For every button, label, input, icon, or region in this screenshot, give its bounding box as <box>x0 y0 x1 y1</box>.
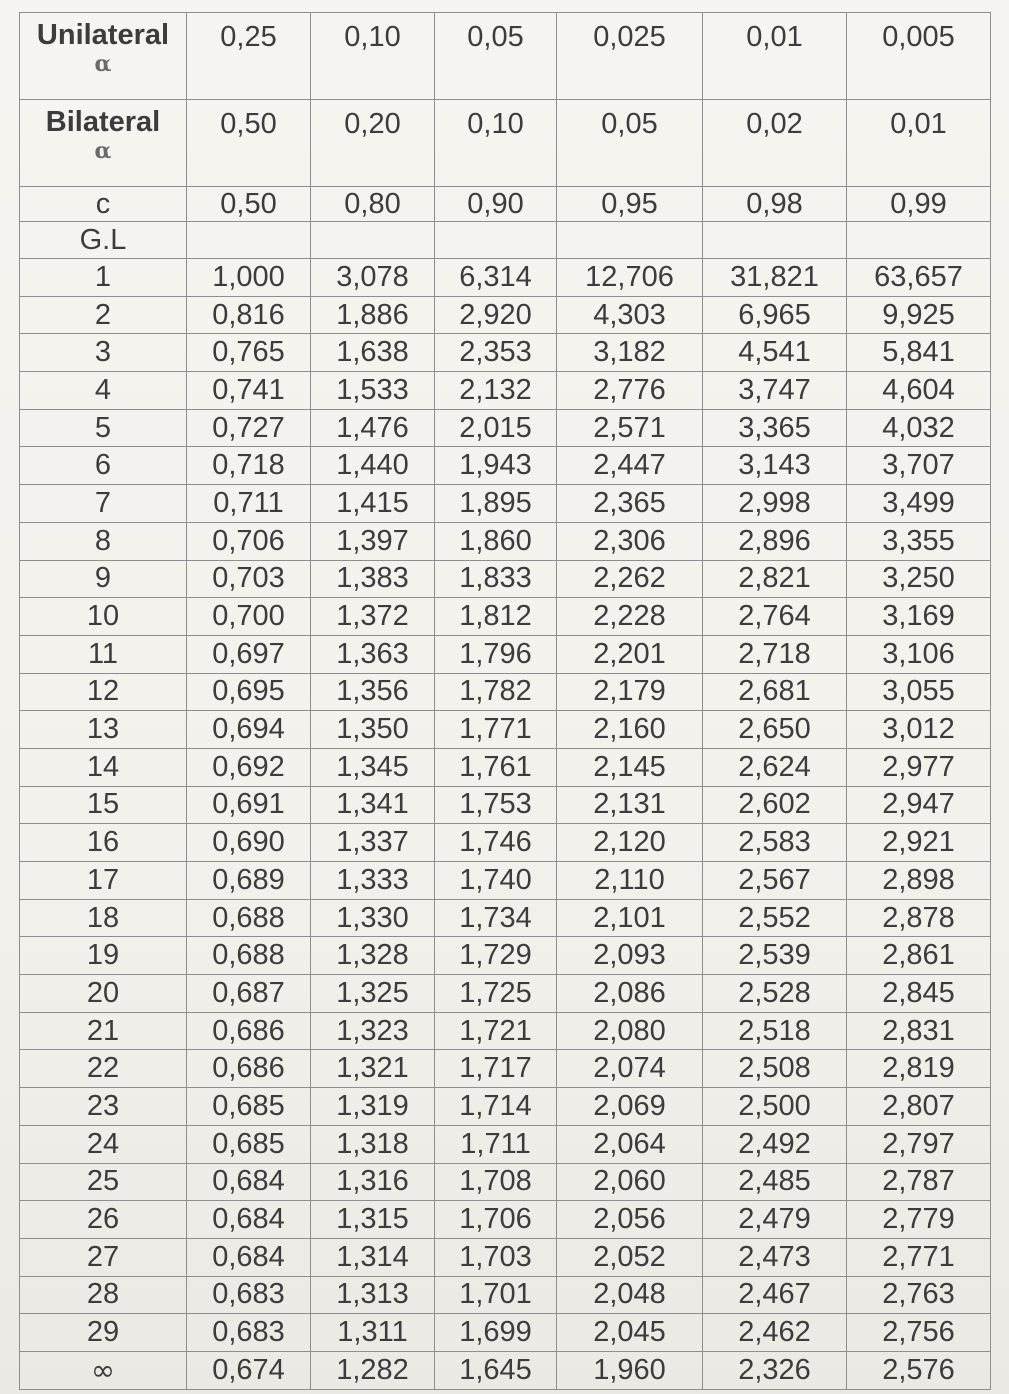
critical-value-cell: 2,228 <box>557 598 703 636</box>
alpha-value-cell: 0,50 <box>187 100 311 187</box>
degrees-of-freedom-cell: 21 <box>20 1012 187 1050</box>
critical-value-cell: 1,000 <box>187 259 311 297</box>
header-label-cell <box>20 13 187 100</box>
critical-value-cell: 0,686 <box>187 1050 311 1088</box>
critical-value-cell: 2,473 <box>703 1238 847 1276</box>
critical-value-cell: 2,508 <box>703 1050 847 1088</box>
critical-value-cell: 2,060 <box>557 1163 703 1201</box>
critical-value-cell: 6,314 <box>435 259 557 297</box>
critical-value-cell: 0,684 <box>187 1163 311 1201</box>
empty-cell <box>311 222 435 259</box>
critical-value-cell: 2,179 <box>557 673 703 711</box>
table-row <box>20 975 991 1013</box>
critical-value-cell: 2,583 <box>703 824 847 862</box>
critical-value-cell: 12,706 <box>557 259 703 297</box>
critical-value-cell: 0,684 <box>187 1201 311 1239</box>
table-row <box>20 1201 991 1239</box>
critical-value-cell: 1,476 <box>311 409 435 447</box>
critical-value-cell: 1,734 <box>435 899 557 937</box>
critical-value-cell: 2,602 <box>703 786 847 824</box>
critical-value-cell: 0,690 <box>187 824 311 862</box>
critical-value-cell: 3,106 <box>847 635 991 673</box>
critical-value-cell: 6,965 <box>703 296 847 334</box>
critical-value-cell: 0,691 <box>187 786 311 824</box>
critical-value-cell: 1,812 <box>435 598 557 636</box>
critical-value-cell: 2,576 <box>847 1351 991 1389</box>
degrees-of-freedom-cell: 24 <box>20 1125 187 1163</box>
critical-value-cell: 2,763 <box>847 1276 991 1314</box>
critical-value-cell: 0,727 <box>187 409 311 447</box>
critical-value-cell: 0,689 <box>187 862 311 900</box>
critical-value-cell: 1,397 <box>311 522 435 560</box>
degrees-of-freedom-cell: 4 <box>20 372 187 410</box>
alpha-value-cell: 0,05 <box>557 100 703 187</box>
critical-value-cell: 0,700 <box>187 598 311 636</box>
critical-value-cell: 2,201 <box>557 635 703 673</box>
table-row <box>20 560 991 598</box>
critical-value-cell: 3,747 <box>703 372 847 410</box>
degrees-of-freedom-cell: 8 <box>20 522 187 560</box>
critical-value-cell: 1,761 <box>435 748 557 786</box>
critical-value-cell: 0,692 <box>187 748 311 786</box>
critical-value-cell: 1,860 <box>435 522 557 560</box>
critical-value-cell: 1,725 <box>435 975 557 1013</box>
critical-value-cell: 0,683 <box>187 1276 311 1314</box>
critical-value-cell: 2,365 <box>557 485 703 523</box>
table-row <box>20 409 991 447</box>
header-row-bilateral <box>20 100 991 187</box>
critical-value-cell: 1,706 <box>435 1201 557 1239</box>
critical-value-cell: 4,541 <box>703 334 847 372</box>
table-row <box>20 1050 991 1088</box>
critical-value-cell: 2,064 <box>557 1125 703 1163</box>
table-row <box>20 711 991 749</box>
critical-value-cell: 2,492 <box>703 1125 847 1163</box>
critical-value-cell: 2,920 <box>435 296 557 334</box>
critical-value-cell: 2,650 <box>703 711 847 749</box>
degrees-of-freedom-cell: 9 <box>20 560 187 598</box>
degrees-of-freedom-cell: 7 <box>20 485 187 523</box>
confidence-row <box>20 187 991 222</box>
degrees-of-freedom-cell: 22 <box>20 1050 187 1088</box>
critical-value-cell: 2,797 <box>847 1125 991 1163</box>
critical-value-cell: 0,697 <box>187 635 311 673</box>
degrees-of-freedom-cell: 5 <box>20 409 187 447</box>
table-body <box>20 13 991 1390</box>
header-label: Bilateral <box>45 106 161 138</box>
critical-value-cell: 2,045 <box>557 1314 703 1352</box>
critical-value-cell: 0,816 <box>187 296 311 334</box>
critical-value-cell: 2,878 <box>847 899 991 937</box>
degrees-of-freedom-cell: 25 <box>20 1163 187 1201</box>
critical-value-cell: 1,316 <box>311 1163 435 1201</box>
degrees-of-freedom-cell: 14 <box>20 748 187 786</box>
critical-value-cell: 2,831 <box>847 1012 991 1050</box>
critical-value-cell: 2,947 <box>847 786 991 824</box>
degrees-of-freedom-label: G.L <box>20 222 187 259</box>
critical-value-cell: 1,708 <box>435 1163 557 1201</box>
critical-value-cell: 2,787 <box>847 1163 991 1201</box>
table-row <box>20 937 991 975</box>
critical-value-cell: 3,182 <box>557 334 703 372</box>
critical-value-cell: 63,657 <box>847 259 991 297</box>
critical-value-cell: 1,415 <box>311 485 435 523</box>
critical-value-cell: 1,740 <box>435 862 557 900</box>
critical-value-cell: 2,764 <box>703 598 847 636</box>
critical-value-cell: 1,717 <box>435 1050 557 1088</box>
critical-value-cell: 1,771 <box>435 711 557 749</box>
critical-value-cell: 3,078 <box>311 259 435 297</box>
critical-value-cell: 1,330 <box>311 899 435 937</box>
critical-value-cell: 0,688 <box>187 937 311 975</box>
alpha-symbol: α <box>94 138 112 164</box>
critical-value-cell: 1,372 <box>311 598 435 636</box>
critical-value-cell: 2,528 <box>703 975 847 1013</box>
degrees-of-freedom-cell: 12 <box>20 673 187 711</box>
header-label-cell <box>20 100 187 187</box>
table-row <box>20 748 991 786</box>
critical-value-cell: 0,686 <box>187 1012 311 1050</box>
critical-value-cell: 2,048 <box>557 1276 703 1314</box>
critical-value-cell: 2,756 <box>847 1314 991 1352</box>
critical-value-cell: 1,325 <box>311 975 435 1013</box>
degrees-of-freedom-cell: 18 <box>20 899 187 937</box>
table-row <box>20 1012 991 1050</box>
critical-value-cell: 2,110 <box>557 862 703 900</box>
table-row <box>20 522 991 560</box>
alpha-value-cell: 0,05 <box>435 13 557 100</box>
critical-value-cell: 2,552 <box>703 899 847 937</box>
critical-value-cell: 31,821 <box>703 259 847 297</box>
degrees-of-freedom-cell: 10 <box>20 598 187 636</box>
critical-value-cell: 1,943 <box>435 447 557 485</box>
critical-value-cell: 2,539 <box>703 937 847 975</box>
table-row <box>20 635 991 673</box>
degrees-of-freedom-cell: 26 <box>20 1201 187 1239</box>
critical-value-cell: 1,345 <box>311 748 435 786</box>
confidence-value-cell: 0,99 <box>847 187 991 222</box>
empty-cell <box>557 222 703 259</box>
critical-value-cell: 2,132 <box>435 372 557 410</box>
alpha-value-cell: 0,025 <box>557 13 703 100</box>
critical-value-cell: 2,086 <box>557 975 703 1013</box>
critical-value-cell: 0,711 <box>187 485 311 523</box>
alpha-value-cell: 0,20 <box>311 100 435 187</box>
table-row <box>20 1351 991 1389</box>
critical-value-cell: 0,687 <box>187 975 311 1013</box>
critical-value-cell: 1,701 <box>435 1276 557 1314</box>
degrees-of-freedom-cell: 11 <box>20 635 187 673</box>
critical-value-cell: 3,355 <box>847 522 991 560</box>
critical-value-cell: 2,056 <box>557 1201 703 1239</box>
alpha-value-cell: 0,01 <box>847 100 991 187</box>
critical-value-cell: 1,533 <box>311 372 435 410</box>
critical-value-cell: 2,145 <box>557 748 703 786</box>
critical-value-cell: 2,485 <box>703 1163 847 1201</box>
alpha-value-cell: 0,10 <box>311 13 435 100</box>
empty-cell <box>435 222 557 259</box>
degrees-of-freedom-cell: 16 <box>20 824 187 862</box>
critical-value-cell: 1,282 <box>311 1351 435 1389</box>
table-row <box>20 485 991 523</box>
degrees-of-freedom-cell: 27 <box>20 1238 187 1276</box>
table-row <box>20 862 991 900</box>
alpha-symbol: α <box>94 51 112 77</box>
critical-value-cell: 0,703 <box>187 560 311 598</box>
critical-value-cell: 2,571 <box>557 409 703 447</box>
degrees-of-freedom-cell: 13 <box>20 711 187 749</box>
table-row <box>20 1314 991 1352</box>
degrees-of-freedom-cell: 17 <box>20 862 187 900</box>
critical-value-cell: 2,120 <box>557 824 703 862</box>
degrees-of-freedom-cell: ∞ <box>20 1351 187 1389</box>
degrees-of-freedom-cell: 23 <box>20 1088 187 1126</box>
critical-value-cell: 1,323 <box>311 1012 435 1050</box>
critical-value-cell: 2,845 <box>847 975 991 1013</box>
confidence-value-cell: 0,80 <box>311 187 435 222</box>
critical-value-cell: 0,674 <box>187 1351 311 1389</box>
critical-value-cell: 3,707 <box>847 447 991 485</box>
critical-value-cell: 1,337 <box>311 824 435 862</box>
table-row <box>20 899 991 937</box>
critical-value-cell: 3,055 <box>847 673 991 711</box>
critical-value-cell: 4,303 <box>557 296 703 334</box>
table-row <box>20 259 991 297</box>
alpha-value-cell: 0,25 <box>187 13 311 100</box>
critical-value-cell: 2,467 <box>703 1276 847 1314</box>
critical-value-cell: 2,306 <box>557 522 703 560</box>
critical-value-cell: 3,499 <box>847 485 991 523</box>
critical-value-cell: 1,796 <box>435 635 557 673</box>
table-row <box>20 296 991 334</box>
critical-value-cell: 1,753 <box>435 786 557 824</box>
degrees-of-freedom-cell: 20 <box>20 975 187 1013</box>
table-row <box>20 1238 991 1276</box>
critical-value-cell: 3,250 <box>847 560 991 598</box>
t-distribution-table <box>19 12 991 1390</box>
critical-value-cell: 1,645 <box>435 1351 557 1389</box>
critical-value-cell: 1,341 <box>311 786 435 824</box>
header-row-unilateral <box>20 13 991 100</box>
degrees-of-freedom-cell: 28 <box>20 1276 187 1314</box>
critical-value-cell: 1,313 <box>311 1276 435 1314</box>
critical-value-cell: 4,032 <box>847 409 991 447</box>
degrees-of-freedom-cell: 19 <box>20 937 187 975</box>
degrees-of-freedom-cell: 6 <box>20 447 187 485</box>
critical-value-cell: 2,921 <box>847 824 991 862</box>
critical-value-cell: 1,703 <box>435 1238 557 1276</box>
table-row <box>20 786 991 824</box>
critical-value-cell: 0,765 <box>187 334 311 372</box>
alpha-value-cell: 0,01 <box>703 13 847 100</box>
degrees-of-freedom-cell: 2 <box>20 296 187 334</box>
critical-value-cell: 2,160 <box>557 711 703 749</box>
critical-value-cell: 1,311 <box>311 1314 435 1352</box>
critical-value-cell: 1,350 <box>311 711 435 749</box>
critical-value-cell: 4,604 <box>847 372 991 410</box>
table-row <box>20 673 991 711</box>
empty-cell <box>703 222 847 259</box>
critical-value-cell: 2,015 <box>435 409 557 447</box>
critical-value-cell: 2,977 <box>847 748 991 786</box>
critical-value-cell: 1,363 <box>311 635 435 673</box>
critical-value-cell: 1,383 <box>311 560 435 598</box>
critical-value-cell: 1,886 <box>311 296 435 334</box>
critical-value-cell: 0,718 <box>187 447 311 485</box>
critical-value-cell: 0,695 <box>187 673 311 711</box>
confidence-value-cell: 0,95 <box>557 187 703 222</box>
critical-value-cell: 2,771 <box>847 1238 991 1276</box>
critical-value-cell: 1,638 <box>311 334 435 372</box>
critical-value-cell: 1,895 <box>435 485 557 523</box>
critical-value-cell: 2,998 <box>703 485 847 523</box>
critical-value-cell: 3,012 <box>847 711 991 749</box>
critical-value-cell: 1,721 <box>435 1012 557 1050</box>
critical-value-cell: 1,321 <box>311 1050 435 1088</box>
confidence-value-cell: 0,90 <box>435 187 557 222</box>
critical-value-cell: 0,688 <box>187 899 311 937</box>
critical-value-cell: 1,729 <box>435 937 557 975</box>
critical-value-cell: 2,101 <box>557 899 703 937</box>
critical-value-cell: 1,328 <box>311 937 435 975</box>
critical-value-cell: 0,694 <box>187 711 311 749</box>
table-row <box>20 1088 991 1126</box>
critical-value-cell: 1,960 <box>557 1351 703 1389</box>
confidence-value-cell: 0,98 <box>703 187 847 222</box>
critical-value-cell: 2,624 <box>703 748 847 786</box>
critical-value-cell: 2,718 <box>703 635 847 673</box>
empty-cell <box>187 222 311 259</box>
table-row <box>20 1125 991 1163</box>
degrees-of-freedom-cell: 1 <box>20 259 187 297</box>
critical-value-cell: 1,833 <box>435 560 557 598</box>
critical-value-cell: 0,685 <box>187 1125 311 1163</box>
critical-value-cell: 2,447 <box>557 447 703 485</box>
critical-value-cell: 2,080 <box>557 1012 703 1050</box>
critical-value-cell: 1,356 <box>311 673 435 711</box>
degrees-of-freedom-cell: 15 <box>20 786 187 824</box>
critical-value-cell: 0,683 <box>187 1314 311 1352</box>
critical-value-cell: 2,518 <box>703 1012 847 1050</box>
critical-value-cell: 1,440 <box>311 447 435 485</box>
alpha-value-cell: 0,02 <box>703 100 847 187</box>
critical-value-cell: 1,711 <box>435 1125 557 1163</box>
critical-value-cell: 0,741 <box>187 372 311 410</box>
table-row <box>20 1163 991 1201</box>
critical-value-cell: 2,500 <box>703 1088 847 1126</box>
critical-value-cell: 3,365 <box>703 409 847 447</box>
critical-value-cell: 1,318 <box>311 1125 435 1163</box>
critical-value-cell: 0,706 <box>187 522 311 560</box>
critical-value-cell: 1,319 <box>311 1088 435 1126</box>
critical-value-cell: 2,462 <box>703 1314 847 1352</box>
critical-value-cell: 0,685 <box>187 1088 311 1126</box>
critical-value-cell: 1,699 <box>435 1314 557 1352</box>
alpha-value-cell: 0,10 <box>435 100 557 187</box>
critical-value-cell: 2,131 <box>557 786 703 824</box>
critical-value-cell: 2,896 <box>703 522 847 560</box>
critical-value-cell: 2,819 <box>847 1050 991 1088</box>
critical-value-cell: 2,821 <box>703 560 847 598</box>
critical-value-cell: 2,262 <box>557 560 703 598</box>
critical-value-cell: 0,684 <box>187 1238 311 1276</box>
degrees-of-freedom-cell: 3 <box>20 334 187 372</box>
critical-value-cell: 2,353 <box>435 334 557 372</box>
table-row <box>20 824 991 862</box>
critical-value-cell: 2,074 <box>557 1050 703 1088</box>
degrees-of-freedom-header-row <box>20 222 991 259</box>
critical-value-cell: 1,714 <box>435 1088 557 1126</box>
table-row <box>20 447 991 485</box>
critical-value-cell: 9,925 <box>847 296 991 334</box>
critical-value-cell: 1,314 <box>311 1238 435 1276</box>
table-row <box>20 372 991 410</box>
table-row <box>20 598 991 636</box>
critical-value-cell: 1,333 <box>311 862 435 900</box>
confidence-value-cell: 0,50 <box>187 187 311 222</box>
critical-value-cell: 3,143 <box>703 447 847 485</box>
degrees-of-freedom-cell: 29 <box>20 1314 187 1352</box>
critical-value-cell: 2,567 <box>703 862 847 900</box>
header-label: Unilateral <box>36 19 170 51</box>
critical-value-cell: 2,093 <box>557 937 703 975</box>
table-row <box>20 334 991 372</box>
critical-value-cell: 2,069 <box>557 1088 703 1126</box>
critical-value-cell: 2,861 <box>847 937 991 975</box>
critical-value-cell: 2,779 <box>847 1201 991 1239</box>
alpha-value-cell: 0,005 <box>847 13 991 100</box>
critical-value-cell: 3,169 <box>847 598 991 636</box>
table-row <box>20 1276 991 1314</box>
critical-value-cell: 2,326 <box>703 1351 847 1389</box>
critical-value-cell: 1,315 <box>311 1201 435 1239</box>
critical-value-cell: 5,841 <box>847 334 991 372</box>
critical-value-cell: 2,052 <box>557 1238 703 1276</box>
critical-value-cell: 2,776 <box>557 372 703 410</box>
critical-value-cell: 1,746 <box>435 824 557 862</box>
confidence-label: c <box>20 187 187 222</box>
critical-value-cell: 2,681 <box>703 673 847 711</box>
critical-value-cell: 2,807 <box>847 1088 991 1126</box>
critical-value-cell: 2,479 <box>703 1201 847 1239</box>
critical-value-cell: 2,898 <box>847 862 991 900</box>
empty-cell <box>847 222 991 259</box>
critical-value-cell: 1,782 <box>435 673 557 711</box>
